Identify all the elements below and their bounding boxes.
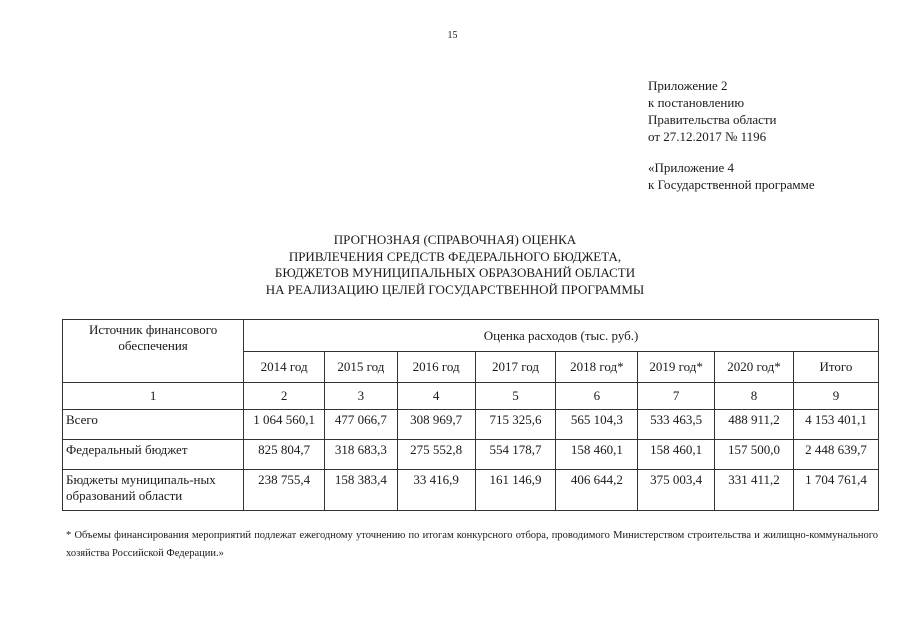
table-cell: 157 500,0 — [715, 440, 794, 470]
column-number: 8 — [715, 383, 794, 410]
column-number: 2 — [244, 383, 325, 410]
column-header: 2014 год — [244, 352, 325, 383]
table-cell: 488 911,2 — [715, 410, 794, 440]
column-header: 2016 год — [397, 352, 475, 383]
table-cell: 238 755,4 — [244, 470, 325, 511]
table-cell: 158 460,1 — [556, 440, 638, 470]
page-number: 15 — [447, 30, 458, 41]
column-header: 2020 год* — [715, 352, 794, 383]
document-title — [200, 232, 710, 298]
estimate-header: Оценка расходов (тыс. руб.) — [244, 320, 879, 352]
table-cell: 318 683,3 — [325, 440, 398, 470]
table-cell: 375 003,4 — [638, 470, 715, 511]
table-cell: 4 153 401,1 — [793, 410, 878, 440]
column-number: 6 — [556, 383, 638, 410]
row-source: Бюджеты муниципаль-ных образований области — [63, 470, 244, 511]
budget-table — [62, 319, 879, 511]
table-row — [63, 410, 879, 440]
table-cell: 825 804,7 — [244, 440, 325, 470]
table-cell: 275 552,8 — [397, 440, 475, 470]
appendix-line: Правительства области — [648, 112, 777, 127]
table-cell: 308 969,7 — [397, 410, 475, 440]
column-number: 4 — [397, 383, 475, 410]
table-row — [63, 440, 879, 470]
title-line: НА РЕАЛИЗАЦИЮ ЦЕЛЕЙ ГОСУДАРСТВЕННОЙ ПРОГРАММЫ — [265, 281, 645, 297]
table-row — [63, 470, 879, 511]
appendix-line: от 27.12.2017 № 1196 — [648, 129, 767, 144]
title-line: БЮДЖЕТОВ МУНИЦИПАЛЬНЫХ ОБРАЗОВАНИЙ ОБЛАСТИ — [274, 265, 636, 280]
table-cell: 477 066,7 — [325, 410, 398, 440]
column-number: 9 — [793, 383, 878, 410]
column-header: 2018 год* — [556, 352, 638, 383]
appendix-block — [648, 77, 815, 193]
column-number: 3 — [325, 383, 398, 410]
appendix-line: к постановлению — [648, 95, 745, 110]
column-header: 2019 год* — [638, 352, 715, 383]
column-header: 2017 год — [475, 352, 556, 383]
table-cell: 158 383,4 — [325, 470, 398, 511]
table-cell: 1 704 761,4 — [793, 470, 878, 511]
title-line: ПРИВЛЕЧЕНИЯ СРЕДСТВ ФЕДЕРАЛЬНОГО БЮДЖЕТА, — [288, 248, 622, 264]
spacer — [648, 145, 815, 159]
table-cell: 406 644,2 — [556, 470, 638, 511]
footnote: * Объемы финансирования мероприятий подлежат ежегодному уточнению по итогам конкурсного отбора, проводимого Министерством строительства и жилищно-коммунального хозяйства Российской Федерации.» — [66, 530, 878, 559]
table-cell: 565 104,3 — [556, 410, 638, 440]
table-cell: 715 325,6 — [475, 410, 556, 440]
column-number: 1 — [63, 383, 244, 410]
source-header: Источник финансового обеспечения — [63, 320, 244, 383]
appendix-line: «Приложение 4 — [648, 160, 735, 175]
title-line: ПРОГНОЗНАЯ (СПРАВОЧНАЯ) ОЦЕНКА — [333, 232, 577, 247]
table-cell: 161 146,9 — [475, 470, 556, 511]
appendix-line: к Государственной программе — [648, 177, 815, 192]
column-header: Итого — [793, 352, 878, 383]
column-number: 7 — [638, 383, 715, 410]
table-cell: 158 460,1 — [638, 440, 715, 470]
table-cell: 33 416,9 — [397, 470, 475, 511]
appendix-line: Приложение 2 — [648, 78, 728, 93]
row-source: Всего — [63, 410, 244, 440]
column-number: 5 — [475, 383, 556, 410]
table-cell: 554 178,7 — [475, 440, 556, 470]
table-cell: 2 448 639,7 — [793, 440, 878, 470]
table-cell: 1 064 560,1 — [244, 410, 325, 440]
table-cell: 533 463,5 — [638, 410, 715, 440]
row-source: Федеральный бюджет — [63, 440, 244, 470]
table-cell: 331 411,2 — [715, 470, 794, 511]
column-header: 2015 год — [325, 352, 398, 383]
